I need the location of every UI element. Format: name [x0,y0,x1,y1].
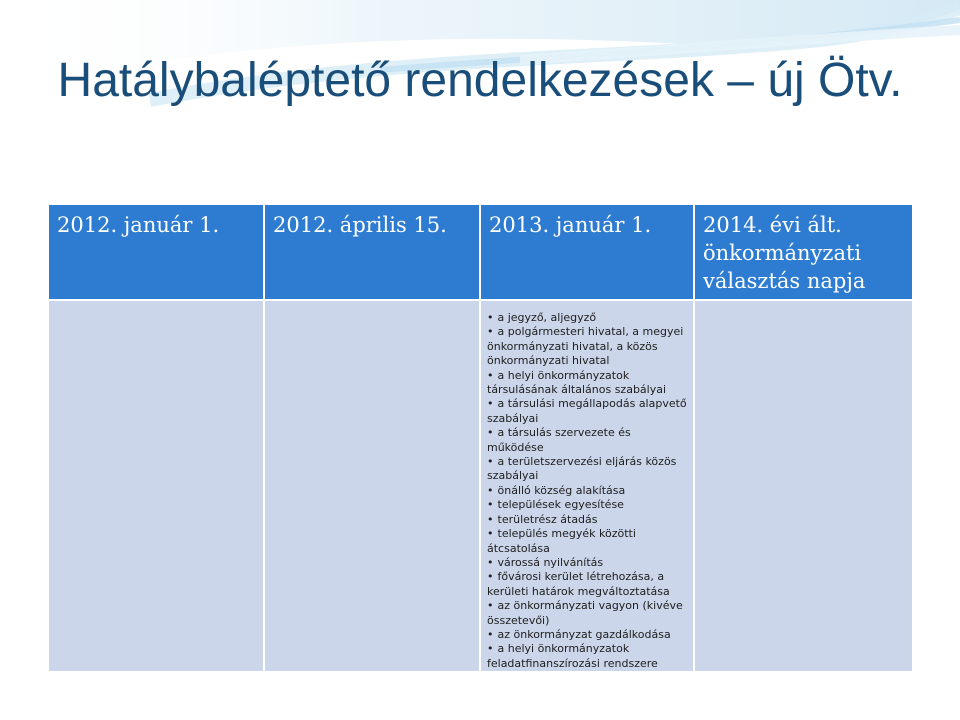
header-cell-2014-election: 2014. évi ált. önkormányzati választás napja [694,204,913,300]
list-item: • a társulási megállapodás alapvető szabályai [487,397,689,426]
list-item: • a helyi önkormányzatok társulásának általános szabályai [487,369,689,398]
list-item: • a helyi önkormányzatok feladatfinanszírozási rendszere [487,642,689,671]
list-item: • a társulás szervezete és működése [487,426,689,455]
slide-title: Hatálybaléptető rendelkezések – új Ötv. [57,54,903,107]
list-item: • területrész átadás [487,513,689,527]
list-item: • a polgármesteri hivatal, a megyei önkormányzati hivatal, a közös önkormányzati hivatal [487,325,689,368]
header-cell-2012-january: 2012. január 1. [48,204,264,300]
timeline-table [47,203,914,673]
list-item: • a területszervezési eljárás közös szabályai [487,455,689,484]
header-row [48,204,913,300]
cell-2012-april [264,300,480,672]
body-row [48,300,913,672]
list-item: • várossá nyilvánítás [487,556,689,570]
header-cell-2012-april: 2012. április 15. [264,204,480,300]
list-item: • önálló község alakítása [487,484,689,498]
cell-2014-election [694,300,913,672]
list-item: • a jegyző, aljegyző [487,311,689,325]
list-item: • az önkormányzati vagyon (kivéve összetevői) [487,599,689,628]
list-item: • fővárosi kerület létrehozása, a kerületi határok megváltoztatása [487,570,689,599]
cell-2013-january [480,300,694,672]
list-item: • települések egyesítése [487,498,689,512]
list-item: • település megyék közötti átcsatolása [487,527,689,556]
cell-2012-january [48,300,264,672]
list-item: • az önkormányzat gazdálkodása [487,628,689,642]
header-cell-2013-january: 2013. január 1. [480,204,694,300]
